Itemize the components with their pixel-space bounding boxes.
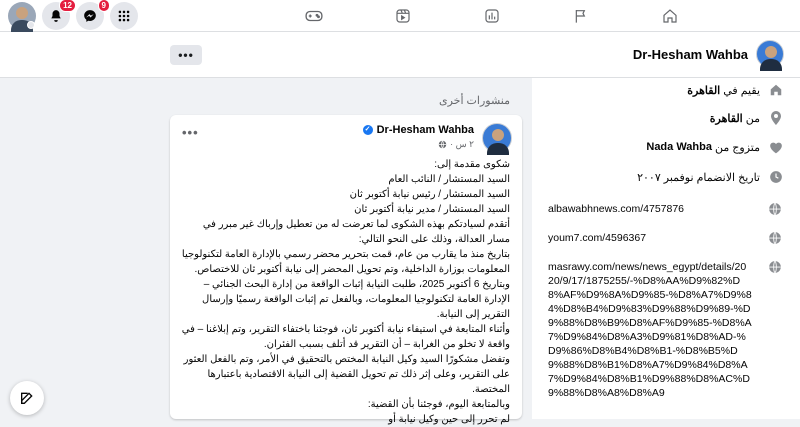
post-line: شكوى مقدمة إلى: <box>434 159 510 170</box>
post-line: وتفضل مشكورًا السيد وكيل النيابة المختص بالتحقيق في الأمر، وتم بالفعل العثور على التقرير، وعلى إثر ذلك تم تحويل القضية إلى النيابة الاقتصادية باعتبارها المختصة. <box>183 354 510 395</box>
account-menu-chevron-icon <box>27 21 35 29</box>
nav-watch[interactable] <box>381 0 425 32</box>
intro-relationship <box>646 139 784 155</box>
link-text[interactable]: albawabhnews.com/4757876 <box>548 203 685 215</box>
post-time[interactable]: ٢ س · <box>450 139 474 149</box>
avatar-face <box>765 46 777 58</box>
notifications-button[interactable] <box>42 2 70 30</box>
account-avatar-button[interactable] <box>8 2 36 30</box>
post-line: وبالمتابعة اليوم، فوجئنا بأن القضية: <box>367 399 510 410</box>
posts-section-title: منشورات أخرى <box>438 95 510 107</box>
from-prefix: من <box>745 112 760 125</box>
grid-menu-icon <box>117 9 131 23</box>
watch-video-icon <box>395 8 411 24</box>
intro-link[interactable] <box>548 202 782 216</box>
lives-in-city[interactable]: القاهرة <box>687 84 721 97</box>
avatar-face <box>16 7 28 19</box>
heart-icon <box>768 139 784 155</box>
main-nav-tabs <box>292 0 737 32</box>
flag-icon <box>573 8 589 24</box>
globe-icon <box>768 231 782 245</box>
lives-in-prefix: يقيم في <box>723 84 760 97</box>
globe-icon <box>768 202 782 216</box>
from-city[interactable]: القاهرة <box>709 112 743 125</box>
verified-badge-icon: ✓ <box>363 125 373 135</box>
post-line: السيد المستشار / النائب العام <box>388 174 510 185</box>
nav-pages[interactable] <box>559 0 603 32</box>
messenger-button[interactable] <box>76 2 104 30</box>
post-line: السيد المستشار / مدير نيابة أكتوبر ثان <box>354 204 510 215</box>
post-meta <box>438 139 474 150</box>
post-line: أتقدم لسيادتكم بهذه الشكوى لما تعرضت له من تعطيل وإرباك غير مبرر في مسار العدالة، وذلك على النحو التالي: <box>202 219 510 245</box>
married-to[interactable]: Nada Wahba <box>646 141 712 153</box>
home-icon <box>662 8 678 24</box>
post-author <box>363 124 474 136</box>
messenger-icon <box>83 9 97 23</box>
intro-joined <box>637 169 784 185</box>
profile-avatar[interactable] <box>756 40 784 68</box>
post-line: وأثناء المتابعة في استيفاء نيابة أكتوبر ثان، فوجئنا باختفاء التقرير، وتم إبلاغنا – في واقعة لا تخلو من الغرابة – أن التقرير قد أتلف بسبب الفئران. <box>181 324 510 350</box>
avatar-body <box>760 59 782 71</box>
compose-icon <box>19 390 35 406</box>
bell-icon <box>49 9 63 23</box>
post-line: السيد المستشار / رئيس نيابة أكتوبر ثان <box>349 189 510 200</box>
top-navigation-bar <box>0 0 800 32</box>
intro-link[interactable] <box>548 231 782 245</box>
profile-more-button[interactable]: ••• <box>170 45 202 65</box>
post-line: لم تحرر إلى حين وكيل نيابة أو <box>388 414 510 425</box>
globe-icon <box>768 260 782 274</box>
post-body <box>180 157 510 427</box>
location-pin-icon <box>768 110 784 126</box>
link-text[interactable]: masrawy.com/news/news_egypt/details/2020/9/17/1875255/-%D8%AA%D9%82%D8%AF%D9%8A%D9%85-%D8%A7%D9%84%D8%B4%D9%83%D9%88%D9%89-%D9%88%D8%B9%D8%AF%D9%85-%D8%A7%D9%84%D8%A3%D9%81%D8%AD-%D9%86%D8%B4%D8%B1-%D8%B5%D9%88%D8%B1%D8%A7%D9%84%D8%A7%D9%84%D8%B1%D9%88%D8%AC%D9%88%D8%A8%D8%A9 <box>548 261 752 399</box>
profile-name[interactable]: Dr-Hesham Wahba <box>632 47 748 62</box>
post-card <box>170 115 522 425</box>
nav-home[interactable] <box>648 0 692 32</box>
new-message-button[interactable] <box>10 381 44 415</box>
messenger-badge: 9 <box>98 0 110 12</box>
clock-icon <box>768 169 784 185</box>
menu-button[interactable] <box>110 2 138 30</box>
intro-lives-in <box>687 82 784 98</box>
post-author-avatar[interactable] <box>482 123 512 153</box>
intro-from <box>710 110 784 126</box>
post-line: وبتاريخ 6 أكتوبر 2025، طلبت النيابة إثبات الواقعة من إدارة البحث الجنائي – الإدارة العامة لتكنولوجيا المعلومات، وبالفعل تم إثبات الواقعة رسميًا وإرسال التقرير إلى النيابة. <box>202 279 510 320</box>
post-line: بتاريخ منذ ما يقارب من عام، قمت بتحرير محضر رسمي بالإدارة العامة لتكنولوجيا المعلومات بوزارة الداخلية، وتم تحويل المحضر إلى نيابة أكتوبر ثان للاختصاص. <box>181 249 510 275</box>
intro-link[interactable] <box>548 260 782 400</box>
avatar-body <box>487 143 509 155</box>
gaming-icon <box>305 9 323 23</box>
avatar-face <box>492 129 504 141</box>
home-icon <box>768 82 784 98</box>
profile-header <box>0 32 800 78</box>
notifications-badge: 12 <box>59 0 76 12</box>
nav-ads[interactable] <box>470 0 514 32</box>
post-author-name[interactable]: Dr-Hesham Wahba <box>376 124 474 136</box>
joined-date: تاريخ الانضمام نوفمبر ٢٠٠٧ <box>637 171 760 184</box>
ads-chart-icon <box>484 8 500 24</box>
intro-panel <box>532 78 800 419</box>
post-more-button[interactable]: ••• <box>182 125 199 140</box>
top-bar-actions <box>8 2 138 30</box>
nav-gaming[interactable] <box>292 0 336 32</box>
public-audience-icon <box>438 140 447 149</box>
link-text[interactable]: youm7.com/4596367 <box>548 232 647 244</box>
married-prefix: متزوج من <box>714 141 760 154</box>
